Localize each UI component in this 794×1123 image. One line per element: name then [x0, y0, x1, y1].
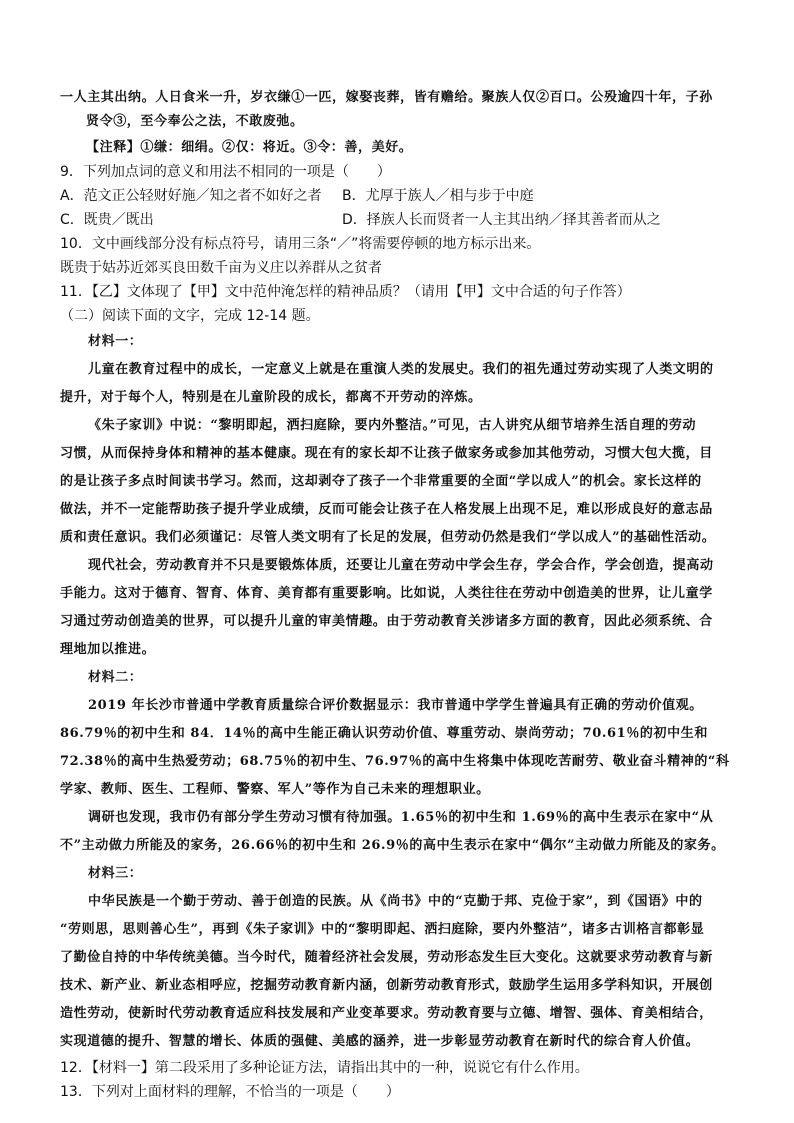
question-10-sentence: 既贵于姑苏近郊买良田数千亩为义庄以养群从之贫者 — [60, 260, 382, 276]
question-9-stem: 9．下列加点词的意义和用法不相同的一项是（ ） — [60, 164, 391, 180]
material-1-line: 习惯，从而保持身体和精神的基本健康。现在有的家长却不让孩子做家务或参加其他劳动，习惯大包大揽，目 — [60, 446, 713, 461]
material-1-line: 理地加以推进。 — [60, 642, 156, 657]
material-2-line: 不”主动做力所能及的家务，26.66％的初中生和 26.9％的高中生表示在家中“偶尔”主动做力所能及的家务。 — [60, 838, 725, 853]
material-1-line: 儿童在教育过程中的成长，一定意义上就是在重演人类的发展史。我们的祖先通过劳动实现了人类文明的 — [88, 362, 714, 377]
material-3-line: 中华民族是一个勤于劳动、善于创造的民族。从《尚书》中的“克勤于邦、克俭于家”，到《国语》中的 — [88, 894, 703, 909]
material-2-line: 调研也发现，我市仍有部分学生劳动习惯有待加强。1.65％的初中生和 1.69％的高中生表示在家中“从 — [88, 810, 714, 825]
material-1-line: 习通过劳动创造美的世界，可以提升儿童的审美情趣。由于劳动教育关涉诸多方面的教育，因此必须系统、合 — [60, 614, 713, 629]
material-1-line: 做法，并不一定能帮助孩子提升学业成绩，反而可能会让孩子在人格发展上出现不足，难以形成良好的意志品 — [60, 502, 713, 517]
material-3-line: 实现道德的提升、智慧的增长、体质的强健、美感的涵养，进一步彰显劳动教育在新时代的综合育人价值。 — [60, 1034, 700, 1049]
material-3-line: “劳则思，思则善心生”，再到《朱子家训》中的“黎明即起、洒扫庭除，要内外整洁”，诸多古训格言都彰显 — [60, 922, 705, 937]
question-12-stem: 12．【材料一】第二段采用了多种论证方法，请指出其中的一种，说说它有什么作用。 — [60, 1060, 589, 1076]
question-9-options-row-2 — [60, 208, 734, 232]
question-13-stem: 13．下列对上面材料的理解，不恰当的一项是（ ） — [60, 1084, 400, 1100]
material-3-line: 了勤俭自持的中华传统美德。当今时代，随着经济社会发展，劳动形态发生巨大变化。这就要求劳动教育与新 — [60, 950, 713, 965]
material-2-line: 学家、教师、医生、工程师、警察、军人”等作为自己未来的理想职业。 — [60, 782, 490, 797]
material-2-title: 材料二： — [88, 670, 143, 685]
option-b: B．尤厚于族人／相与步于中庭 — [342, 188, 534, 204]
material-1-line: 提升，对于每个人，特别是在儿童阶段的成长，都离不开劳动的淬炼。 — [60, 390, 482, 405]
option-c: C．既贵／既出 — [60, 212, 154, 228]
material-3-line: 技术、新产业、新业态相呼应，挖掘劳动教育新内涵，创新劳动教育形式，鼓励学生运用多学科知识，开展创 — [60, 978, 713, 993]
passage-line: 一人主其出纳。人日食米一升，岁衣缣①一匹，嫁娶丧葬，皆有赡给。聚族人仅②百口。公殁逾四十年，子孙 — [60, 90, 713, 105]
material-1-line: 的是让孩子多点时间读书学习。然而，这却剥夺了孩子一个非常重要的全面“学以成人”的机会。家长这样的 — [60, 474, 702, 489]
material-3-title: 材料三： — [88, 866, 143, 881]
annotation-note: 【注释】①缣：细绢。②仅：将近。③令：善，美好。 — [86, 140, 413, 155]
material-2-line: 72.38％的高中生热爱劳动；68.75％的初中生、76.97％的高中生将集中体现吃苦耐劳、敬业奋斗精神的“科 — [60, 754, 730, 769]
option-d: D．择族人长而贤者一人主其出纳／择其善者而从之 — [342, 212, 661, 228]
material-1-line: 手能力。这对于德育、智育、体育、美育都有重要影响。比如说，人类往往在劳动中创造美的世界，让儿童学 — [60, 586, 713, 601]
material-1-title: 材料一： — [88, 334, 143, 349]
material-2-line: 86.79％的初中生和 84．14％的高中生能正确认识劳动价值、尊重劳动、崇尚劳动；70.61％的初中生和 — [60, 726, 708, 741]
material-1-line: 《朱子家训》中说：“黎明即起，洒扫庭除，要内外整洁。”可见，古人讲究从细节培养生活自理的劳动 — [88, 418, 697, 433]
material-1-line: 质和责任意识。我们必须谨记：尽管人类文明有了长足的发展，但劳动仍然是我们“学以成人”的基础性活动。 — [60, 530, 716, 545]
question-11-stem: 11．【乙】文体现了【甲】文中范仲淹怎样的精神品质？（请用【甲】文中合适的句子作答） — [60, 284, 631, 300]
question-9-options-row-1 — [60, 184, 734, 208]
section-2-heading: （二）阅读下面的文字，完成 12-14 题。 — [60, 308, 320, 324]
material-2-line: 2019 年长沙市普通中学教育质量综合评价数据显示：我市普通中学学生普遍具有正确的劳动价值观。 — [88, 698, 703, 713]
material-3-line: 造性劳动，使新时代劳动教育适应科技发展和产业变革要求。劳动教育要与立德、增智、强体、育美相结合， — [60, 1006, 713, 1021]
passage-line: 贤令③，至今奉公之法，不敢废弛。 — [86, 114, 304, 129]
option-a: A．范文正公轻财好施／知之者不如好之者 — [60, 188, 322, 204]
material-1-line: 现代社会，劳动教育并不只是要锻炼体质，还要让儿童在劳动中学会生存，学会合作，学会创造，提高动 — [88, 558, 714, 573]
question-10-stem: 10．文中画线部分没有标点符号，请用三条“／”将需要停顿的地方标示出来。 — [60, 236, 541, 252]
